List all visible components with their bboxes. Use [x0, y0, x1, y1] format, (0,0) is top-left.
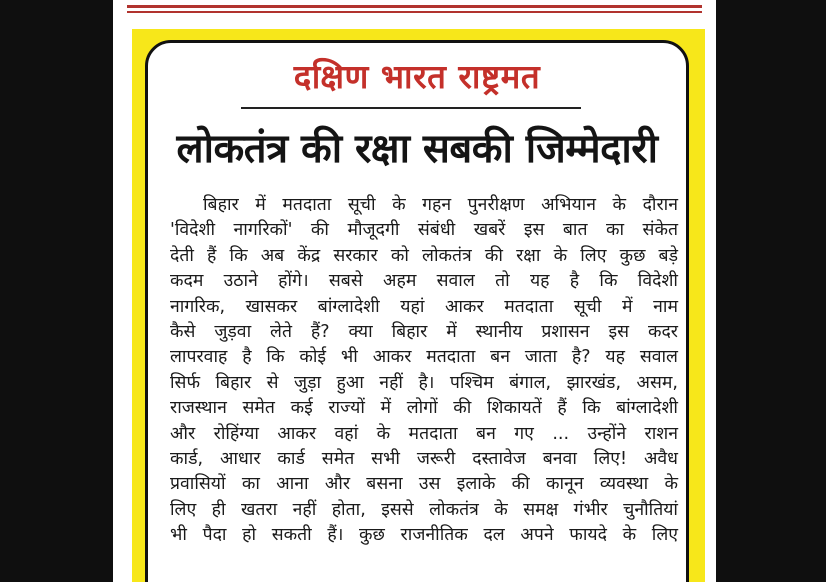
- article-line: लिए ही खतरा नहीं होता, इससे लोकतंत्र के समक्ष गंभीर चुनौतियां: [170, 499, 678, 520]
- masthead-divider: [241, 107, 581, 109]
- article-line: लापरवाह है कि कोई भी आकर मतदाता बन जाता है? यह सवाल: [170, 347, 678, 368]
- article-line: भी पैदा हो सकती हैं। कुछ राजनीतिक दल अपने फायदे के लिए: [170, 525, 678, 546]
- masthead-title: दक्षिण भारत राष्ट्रमत: [293, 57, 541, 96]
- article-line: देती हैं कि अब केंद्र सरकार को लोकतंत्र की रक्षा के लिए कुछ बड़े: [170, 245, 678, 266]
- top-red-rule: [127, 5, 702, 8]
- article-line: राजस्थान समेत कई राज्यों में लोगों की शिकायतें हैं कि बांग्लादेशी: [170, 398, 678, 419]
- article-line: प्रवासियों का आना और बसना उस इलाके की कानून व्यवस्था के: [170, 474, 678, 495]
- headline: लोकतंत्र की रक्षा सबकी जिम्मेदारी: [176, 126, 658, 172]
- article-line: नागरिक, खासकर बांग्लादेशी यहां आकर मतदाता सूची में नाम: [170, 296, 678, 317]
- top-red-rule-secondary: [127, 11, 702, 13]
- article-line: 'विदेशी नागरिकों' की मौजूदगी संबंधी खबरें इस बात का संकेत: [170, 220, 678, 241]
- article-line: सिर्फ बिहार से जुड़ा हुआ नहीं है। पश्चिम बंगाल, झारखंड, असम,: [170, 372, 678, 393]
- article-line: और रोहिंग्या आकर वहां के मतदाता बन गए ... उन्होंने राशन: [170, 423, 678, 444]
- article-line: कैसे जुड़वा लेते हैं? क्या बिहार में स्थानीय प्रशासन इस कदर: [170, 321, 678, 342]
- editorial-card: [145, 40, 689, 582]
- article-line: बिहार में मतदाता सूची के गहन पुनरीक्षण अभियान के दौरान: [203, 195, 678, 215]
- newspaper-clipping: [113, 0, 716, 582]
- article-line: कदम उठाने होंगे। सबसे अहम सवाल तो यह है कि विदेशी: [170, 271, 678, 292]
- article-body: [170, 193, 678, 548]
- article-line: कार्ड, आधार कार्ड समेत सभी जरूरी दस्तावेज बनवा लिए! अवैध: [170, 448, 678, 469]
